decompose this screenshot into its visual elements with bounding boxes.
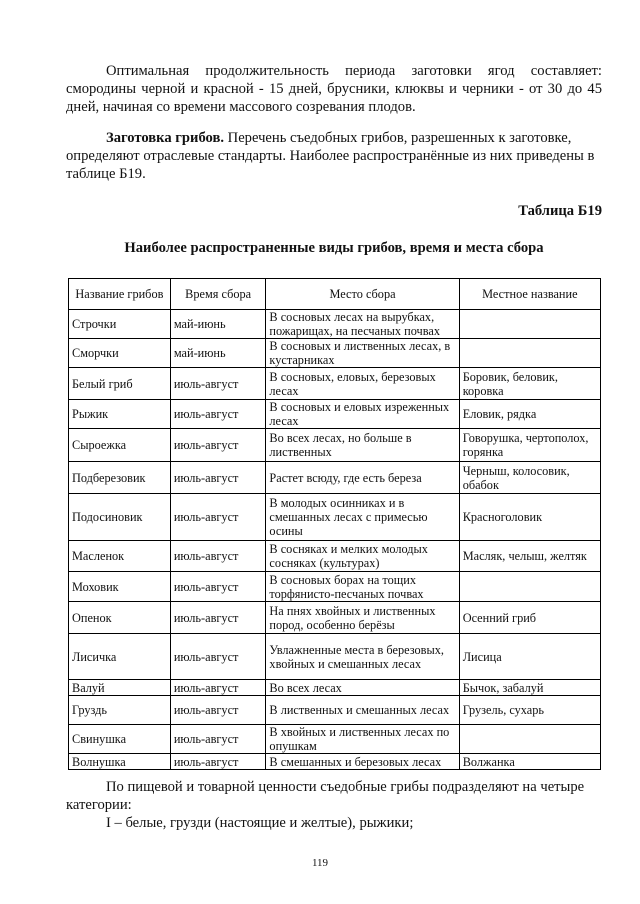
table-row: [69, 634, 601, 680]
table-cell: Масляк, челыш, желтяк: [459, 541, 600, 572]
table-cell: июль-август: [170, 634, 266, 680]
table-cell: июль-август: [170, 696, 266, 725]
table-header-row: [69, 279, 601, 310]
table-cell: июль-август: [170, 754, 266, 770]
table-cell: В сосновых лесах на вырубках, пожарищах, на песчаных почвах: [266, 310, 459, 339]
table-cell: Рыжик: [69, 400, 171, 429]
table-cell: В хвойных и лиственных лесах по опушкам: [266, 725, 459, 754]
table-cell: Красноголовик: [459, 494, 600, 541]
table-cell: Во всех лесах, но больше в лиственных: [266, 429, 459, 462]
table-cell: июль-август: [170, 602, 266, 634]
table-cell: Белый гриб: [69, 368, 171, 400]
table-row: [69, 680, 601, 696]
table-cell: Масленок: [69, 541, 171, 572]
table-row: [69, 602, 601, 634]
header-cell: Место сбора: [266, 279, 459, 310]
table-cell: В молодых осинниках и в смешанных лесах с примесью осины: [266, 494, 459, 541]
table-cell: июль-август: [170, 429, 266, 462]
table-cell: Увлажненные места в березовых, хвойных и смешанных лесах: [266, 634, 459, 680]
table-cell: Свинушка: [69, 725, 171, 754]
table-cell: Лисичка: [69, 634, 171, 680]
table-cell: Сморчки: [69, 339, 171, 368]
table-cell: В сосновых борах на тощих торфянисто-песчаных почвах: [266, 572, 459, 602]
table-cell: июль-август: [170, 541, 266, 572]
page-number: 119: [311, 857, 329, 869]
table-cell: Растет всюду, где есть береза: [266, 462, 459, 494]
paragraph-mushrooms-heading: Заготовка грибов.: [106, 130, 225, 146]
table-row: [69, 310, 601, 339]
table-cell: В сосновых и лиственных лесах, в кустарниках: [266, 339, 459, 368]
table-cell: Волжанка: [459, 754, 600, 770]
table-cell: Еловик, рядка: [459, 400, 600, 429]
table-cell: [459, 725, 600, 754]
table-cell: Во всех лесах: [266, 680, 459, 696]
table-row: [69, 494, 601, 541]
table-cell: Строчки: [69, 310, 171, 339]
table-cell: май-июнь: [170, 339, 266, 368]
table-label: Таблица Б19: [518, 203, 602, 219]
table-cell: Груздь: [69, 696, 171, 725]
table-cell: В лиственных и смешанных лесах: [266, 696, 459, 725]
table-row: [69, 429, 601, 462]
table-cell: Лисица: [459, 634, 600, 680]
table-cell: Боровик, беловик, коровка: [459, 368, 600, 400]
table-row: [69, 725, 601, 754]
table-cell: июль-август: [170, 572, 266, 602]
table-cell: На пнях хвойных и лиственных пород, особенно берёзы: [266, 602, 459, 634]
paragraph-berries: Оптимальная продолжительность периода заготовки ягод составляет: смородины черной и красной - 15 дней, брусники, клюквы и черники - от 30 до 45 дней, начиная со времени массового созревания плодов.: [66, 63, 602, 115]
table-cell: Валуй: [69, 680, 171, 696]
table-cell: июль-август: [170, 400, 266, 429]
table-cell: В сосновых и еловых изреженных лесах: [266, 400, 459, 429]
table-cell: Бычок, забалуй: [459, 680, 600, 696]
table-cell: [459, 572, 600, 602]
table-cell: Опенок: [69, 602, 171, 634]
table-cell: Осенний гриб: [459, 602, 600, 634]
table-cell: июль-август: [170, 494, 266, 541]
table-row: [69, 400, 601, 429]
table-cell: Черныш, колосовик, обабок: [459, 462, 600, 494]
table-row: [69, 696, 601, 725]
table-title: Наиболее распространенные виды грибов, время и места сбора: [124, 240, 544, 256]
table-row: [69, 754, 601, 770]
table-cell: В смешанных и березовых лесах: [266, 754, 459, 770]
table-cell: Подберезовик: [69, 462, 171, 494]
table-row: [69, 572, 601, 602]
table-cell: Грузель, сухарь: [459, 696, 600, 725]
table-row: [69, 541, 601, 572]
table-row: [69, 462, 601, 494]
paragraph-mushrooms-body: Перечень съедобных грибов, разрешенных к заготовке, определяют отраслевые стандарты. Наиболее распространённые из них приведены в таблице Б19.: [66, 130, 595, 182]
table-cell: июль-август: [170, 680, 266, 696]
header-cell: Название грибов: [69, 279, 171, 310]
table-cell: Волнушка: [69, 754, 171, 770]
table-row: [69, 368, 601, 400]
table-row: [69, 339, 601, 368]
paragraph-categories: По пищевой и товарной ценности съедобные грибы подразделяют на четыре категории:: [66, 779, 585, 813]
table-cell: Подосиновик: [69, 494, 171, 541]
header-cell: Местное название: [459, 279, 600, 310]
header-cell: Время сбора: [170, 279, 266, 310]
table-cell: Говорушка, чертополох, горянка: [459, 429, 600, 462]
table-cell: Сыроежка: [69, 429, 171, 462]
table-cell: В сосняках и мелких молодых сосняках (культурах): [266, 541, 459, 572]
table-cell: май-июнь: [170, 310, 266, 339]
paragraph-mushrooms: [66, 129, 602, 183]
table-cell: [459, 310, 600, 339]
mushrooms-table: [68, 278, 601, 770]
table-cell: июль-август: [170, 462, 266, 494]
table-cell: Моховик: [69, 572, 171, 602]
table-cell: июль-август: [170, 368, 266, 400]
table-cell: В сосновых, еловых, березовых лесах: [266, 368, 459, 400]
table-cell: июль-август: [170, 725, 266, 754]
table-cell: [459, 339, 600, 368]
paragraph-category-one: I – белые, грузди (настоящие и желтые), рыжики;: [106, 815, 414, 831]
